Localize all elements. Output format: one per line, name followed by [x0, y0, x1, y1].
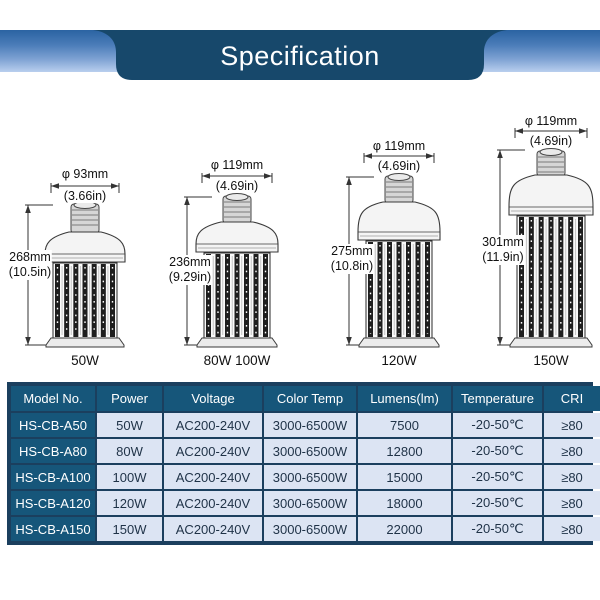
value-cell: 3000-6500W: [264, 517, 356, 541]
bulb4-diameter-in: (4.69in): [529, 134, 573, 148]
bulb1-height-in: (10.5in): [8, 265, 52, 279]
bulb3-height-label: [330, 244, 374, 274]
model-cell: HS-CB-A120: [11, 491, 95, 515]
bulb2-diameter-mm: φ 119mm: [210, 158, 264, 172]
value-cell: -20-50℃: [453, 491, 542, 515]
bulb1-diameter-mm: φ 93mm: [61, 167, 109, 181]
value-cell: 80W: [97, 439, 162, 463]
model-cell: HS-CB-A100: [11, 465, 95, 489]
bulb4-diameter-mm: φ 119mm: [524, 114, 578, 128]
table-row: [11, 491, 600, 515]
model-cell: HS-CB-A50: [11, 413, 95, 437]
value-cell: ≥80: [544, 517, 600, 541]
value-cell: 120W: [97, 491, 162, 515]
value-cell: -20-50℃: [453, 413, 542, 437]
column-header-temperature: Temperature: [453, 386, 542, 411]
value-cell: AC200-240V: [164, 413, 262, 437]
model-cell: HS-CB-A80: [11, 439, 95, 463]
bulb4-wattage: 150W: [533, 353, 569, 368]
value-cell: 3000-6500W: [264, 465, 356, 489]
bulb3-height-in: (10.8in): [330, 259, 374, 273]
spec-table: [7, 382, 593, 545]
bulb1-height-mm: 268mm: [9, 250, 51, 264]
value-cell: -20-50℃: [453, 465, 542, 489]
bulb1-diameter-in: (3.66in): [63, 189, 107, 203]
value-cell: -20-50℃: [453, 439, 542, 463]
bulb2-height-mm: 236mm: [169, 255, 211, 269]
bulb3-diameter-in: (4.69in): [377, 159, 421, 173]
value-cell: AC200-240V: [164, 491, 262, 515]
bulb3-wattage: 120W: [381, 353, 417, 368]
table-row: [11, 465, 600, 489]
bulb3-diameter-mm: φ 119mm: [372, 139, 426, 153]
table-header-row: [11, 386, 600, 411]
bulb1-height-label: [8, 250, 52, 280]
value-cell: ≥80: [544, 491, 600, 515]
table-row: [11, 439, 600, 463]
value-cell: 150W: [97, 517, 162, 541]
value-cell: AC200-240V: [164, 465, 262, 489]
value-cell: 3000-6500W: [264, 439, 356, 463]
bulb2-height-label: [168, 255, 212, 285]
bulb4-height-in: (11.9in): [482, 250, 524, 264]
bulb4-height-label: [481, 235, 525, 265]
value-cell: 100W: [97, 465, 162, 489]
value-cell: 12800: [358, 439, 451, 463]
value-cell: 22000: [358, 517, 451, 541]
value-cell: AC200-240V: [164, 517, 262, 541]
column-header-power: Power: [97, 386, 162, 411]
table-row: [11, 413, 600, 437]
value-cell: 3000-6500W: [264, 491, 356, 515]
column-header-voltage: Voltage: [164, 386, 262, 411]
model-cell: HS-CB-A150: [11, 517, 95, 541]
value-cell: ≥80: [544, 465, 600, 489]
bulb1-wattage: 50W: [71, 353, 99, 368]
bulb2-diameter-in: (4.69in): [215, 179, 259, 193]
column-header-model-no-: Model No.: [11, 386, 95, 411]
value-cell: ≥80: [544, 413, 600, 437]
value-cell: ≥80: [544, 439, 600, 463]
column-header-cri: CRI: [544, 386, 600, 411]
column-header-lumens-lm-: Lumens(lm): [358, 386, 451, 411]
value-cell: 3000-6500W: [264, 413, 356, 437]
value-cell: 18000: [358, 491, 451, 515]
bulb2-height-in: (9.29in): [168, 270, 212, 284]
value-cell: -20-50℃: [453, 517, 542, 541]
column-header-color-temp: Color Temp: [264, 386, 356, 411]
bulb2-wattage: 80W 100W: [203, 353, 271, 368]
value-cell: 50W: [97, 413, 162, 437]
value-cell: AC200-240V: [164, 439, 262, 463]
page-title: Specification: [220, 41, 380, 71]
value-cell: 15000: [358, 465, 451, 489]
bulb3-height-mm: 275mm: [331, 244, 373, 258]
value-cell: 7500: [358, 413, 451, 437]
bulb4-height-mm: 301mm: [482, 235, 524, 249]
table-row: [11, 517, 600, 541]
